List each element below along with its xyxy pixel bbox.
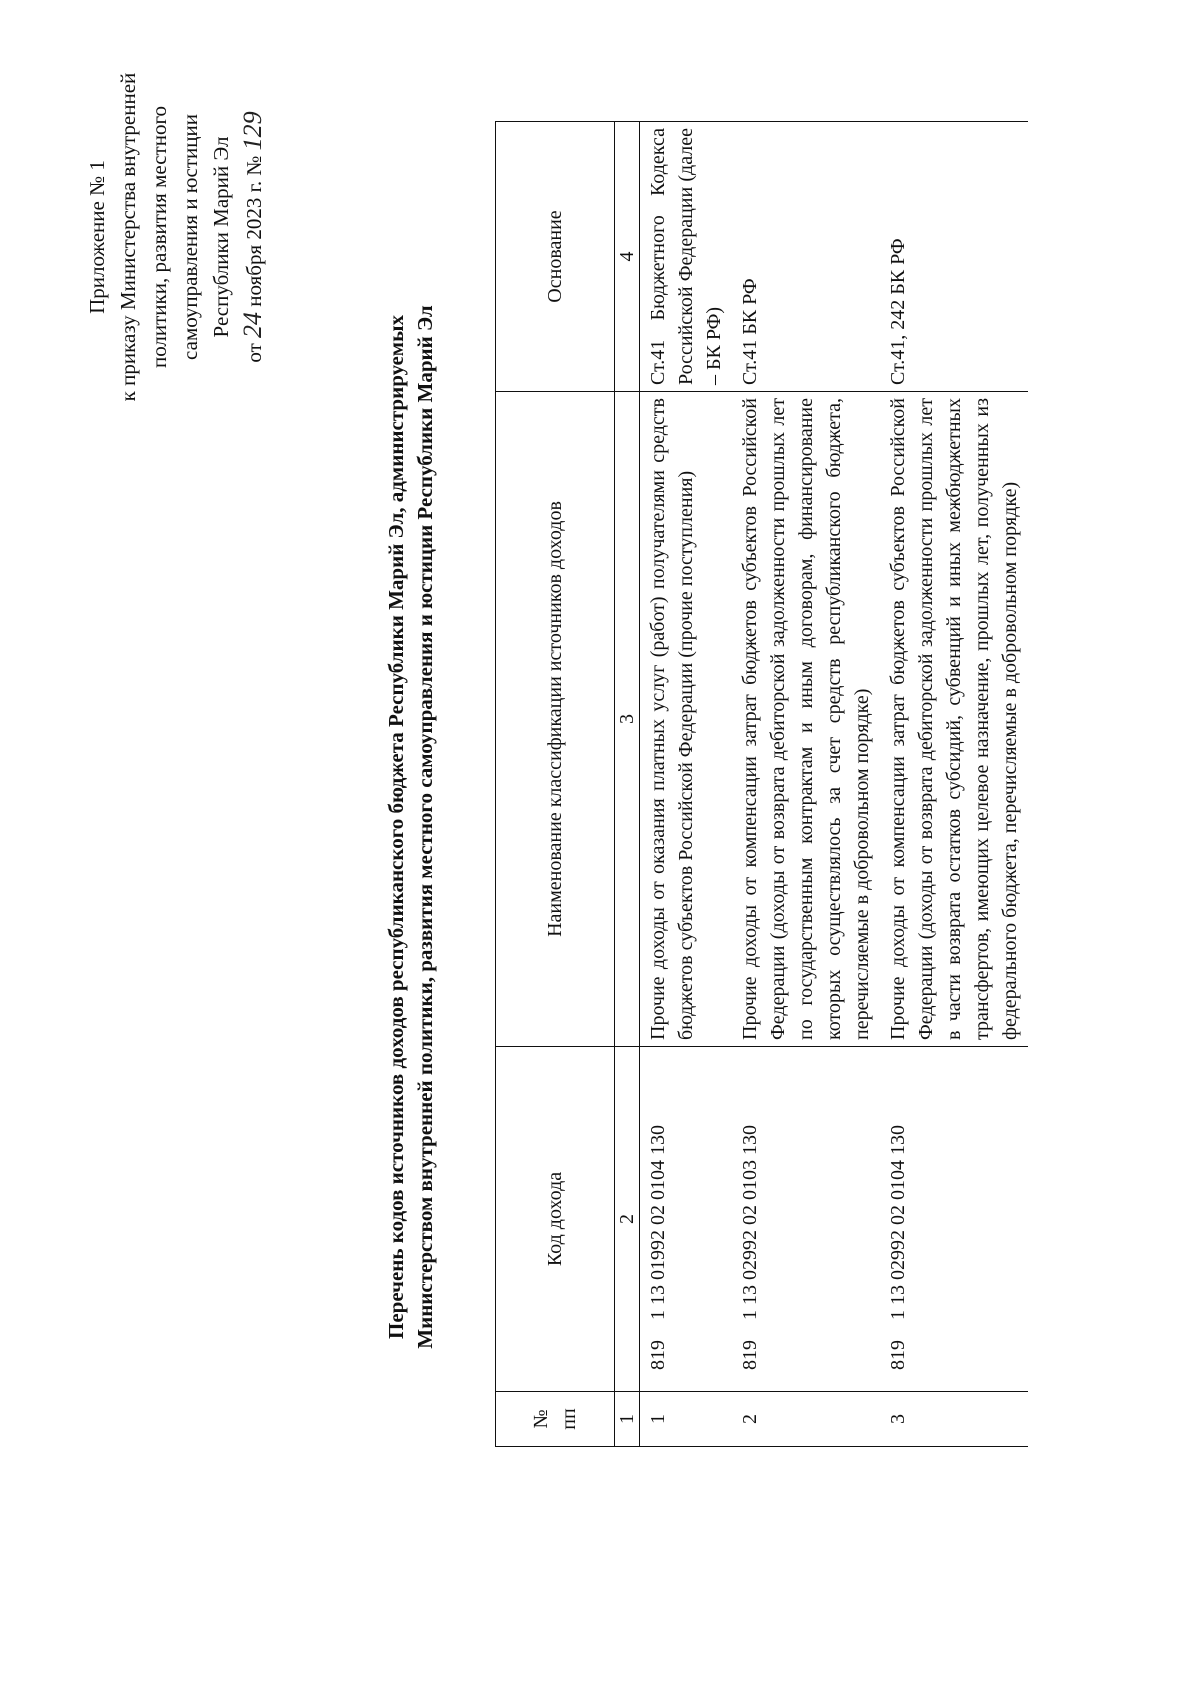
admin-code: 819: [887, 1340, 909, 1370]
date-prefix: от: [242, 343, 266, 363]
classification-name: Прочие доходы от компенсации затрат бюджетов субъектов Российской Федерации (доходы от возврата дебиторской задолженности прошлых лет по государственным контрактам и иным договорам, финансирование которых осуществлялось за счет средств республиканского бюджета, перечисляемые в добровольном порядке): [732, 392, 880, 1047]
table-row: [640, 122, 733, 1447]
income-code: [732, 1047, 880, 1392]
handwritten-day: 24: [238, 311, 267, 338]
column-number: 4: [615, 122, 640, 392]
column-number: 3: [615, 392, 640, 1047]
header-basis: Основание: [496, 122, 615, 392]
appendix-label: Приложение № 1: [85, 160, 109, 314]
order-reference: к приказу Министерства внутренней: [116, 72, 140, 402]
table-row: [880, 122, 1028, 1447]
admin-code: 819: [739, 1340, 761, 1370]
title-line-2: Министерством внутренней политики, развития местного самоуправления и юстиции Республики Марий Эл: [413, 305, 437, 1349]
column-number: 1: [615, 1392, 640, 1447]
row-number: 2: [732, 1392, 880, 1447]
column-number: 2: [615, 1047, 640, 1392]
title-line-1: Перечень кодов источников доходов республиканского бюджета Республики Марий Эл, администрируемых: [384, 315, 408, 1339]
approval-block: [82, 47, 270, 427]
table-header-row: [496, 122, 615, 1447]
legal-basis: Ст.41 Бюджетного Кодекса Российской Федерации (далее – БК РФ): [640, 122, 733, 392]
ministry-name-line: политики, развития местного: [147, 105, 171, 369]
legal-basis: Ст.41 БК РФ: [732, 122, 880, 392]
admin-code: 819: [647, 1340, 669, 1370]
budget-code: 1 13 01992 02 0104 130: [647, 1125, 669, 1320]
date-rest: ноября 2023 г. №: [242, 155, 266, 307]
classification-name: Прочие доходы от компенсации затрат бюджетов субъектов Российской Федерации (доходы от возврата дебиторской задолженности прошлых лет в части возврата остатков субсидий, субвенций и иных межбюджетных трансфертов, имеющих целевое назначение, прошлых лет, полученных из федерального бюджета, перечисляемые в добровольном порядке): [880, 392, 1028, 1047]
income-code: [640, 1047, 733, 1392]
row-number: 3: [880, 1392, 1028, 1447]
budget-code: 1 13 02992 02 0103 130: [739, 1125, 761, 1320]
classification-name: Прочие доходы от оказания платных услуг (работ) получателями средств бюджетов субъектов Российской Федерации (прочие поступления): [640, 392, 733, 1047]
handwritten-order-number: 129: [238, 111, 267, 151]
republic-name: Республики Марий Эл: [209, 136, 233, 338]
table-row: [732, 122, 880, 1447]
header-income-code: Код дохода: [496, 1047, 615, 1392]
row-number: 1: [640, 1392, 733, 1447]
income-code: [880, 1047, 1028, 1392]
column-number-row: [615, 122, 640, 1447]
income-codes-table: [495, 121, 1028, 1447]
order-date: [237, 47, 270, 427]
document-title: [382, 247, 440, 1407]
header-classification-name: Наименование классификации источников доходов: [496, 392, 615, 1047]
budget-code: 1 13 02992 02 0104 130: [887, 1125, 909, 1320]
ministry-name-line: самоуправления и юстиции: [178, 114, 202, 360]
header-number: № пп: [496, 1392, 615, 1447]
legal-basis: Ст.41, 242 БК РФ: [880, 122, 1028, 392]
